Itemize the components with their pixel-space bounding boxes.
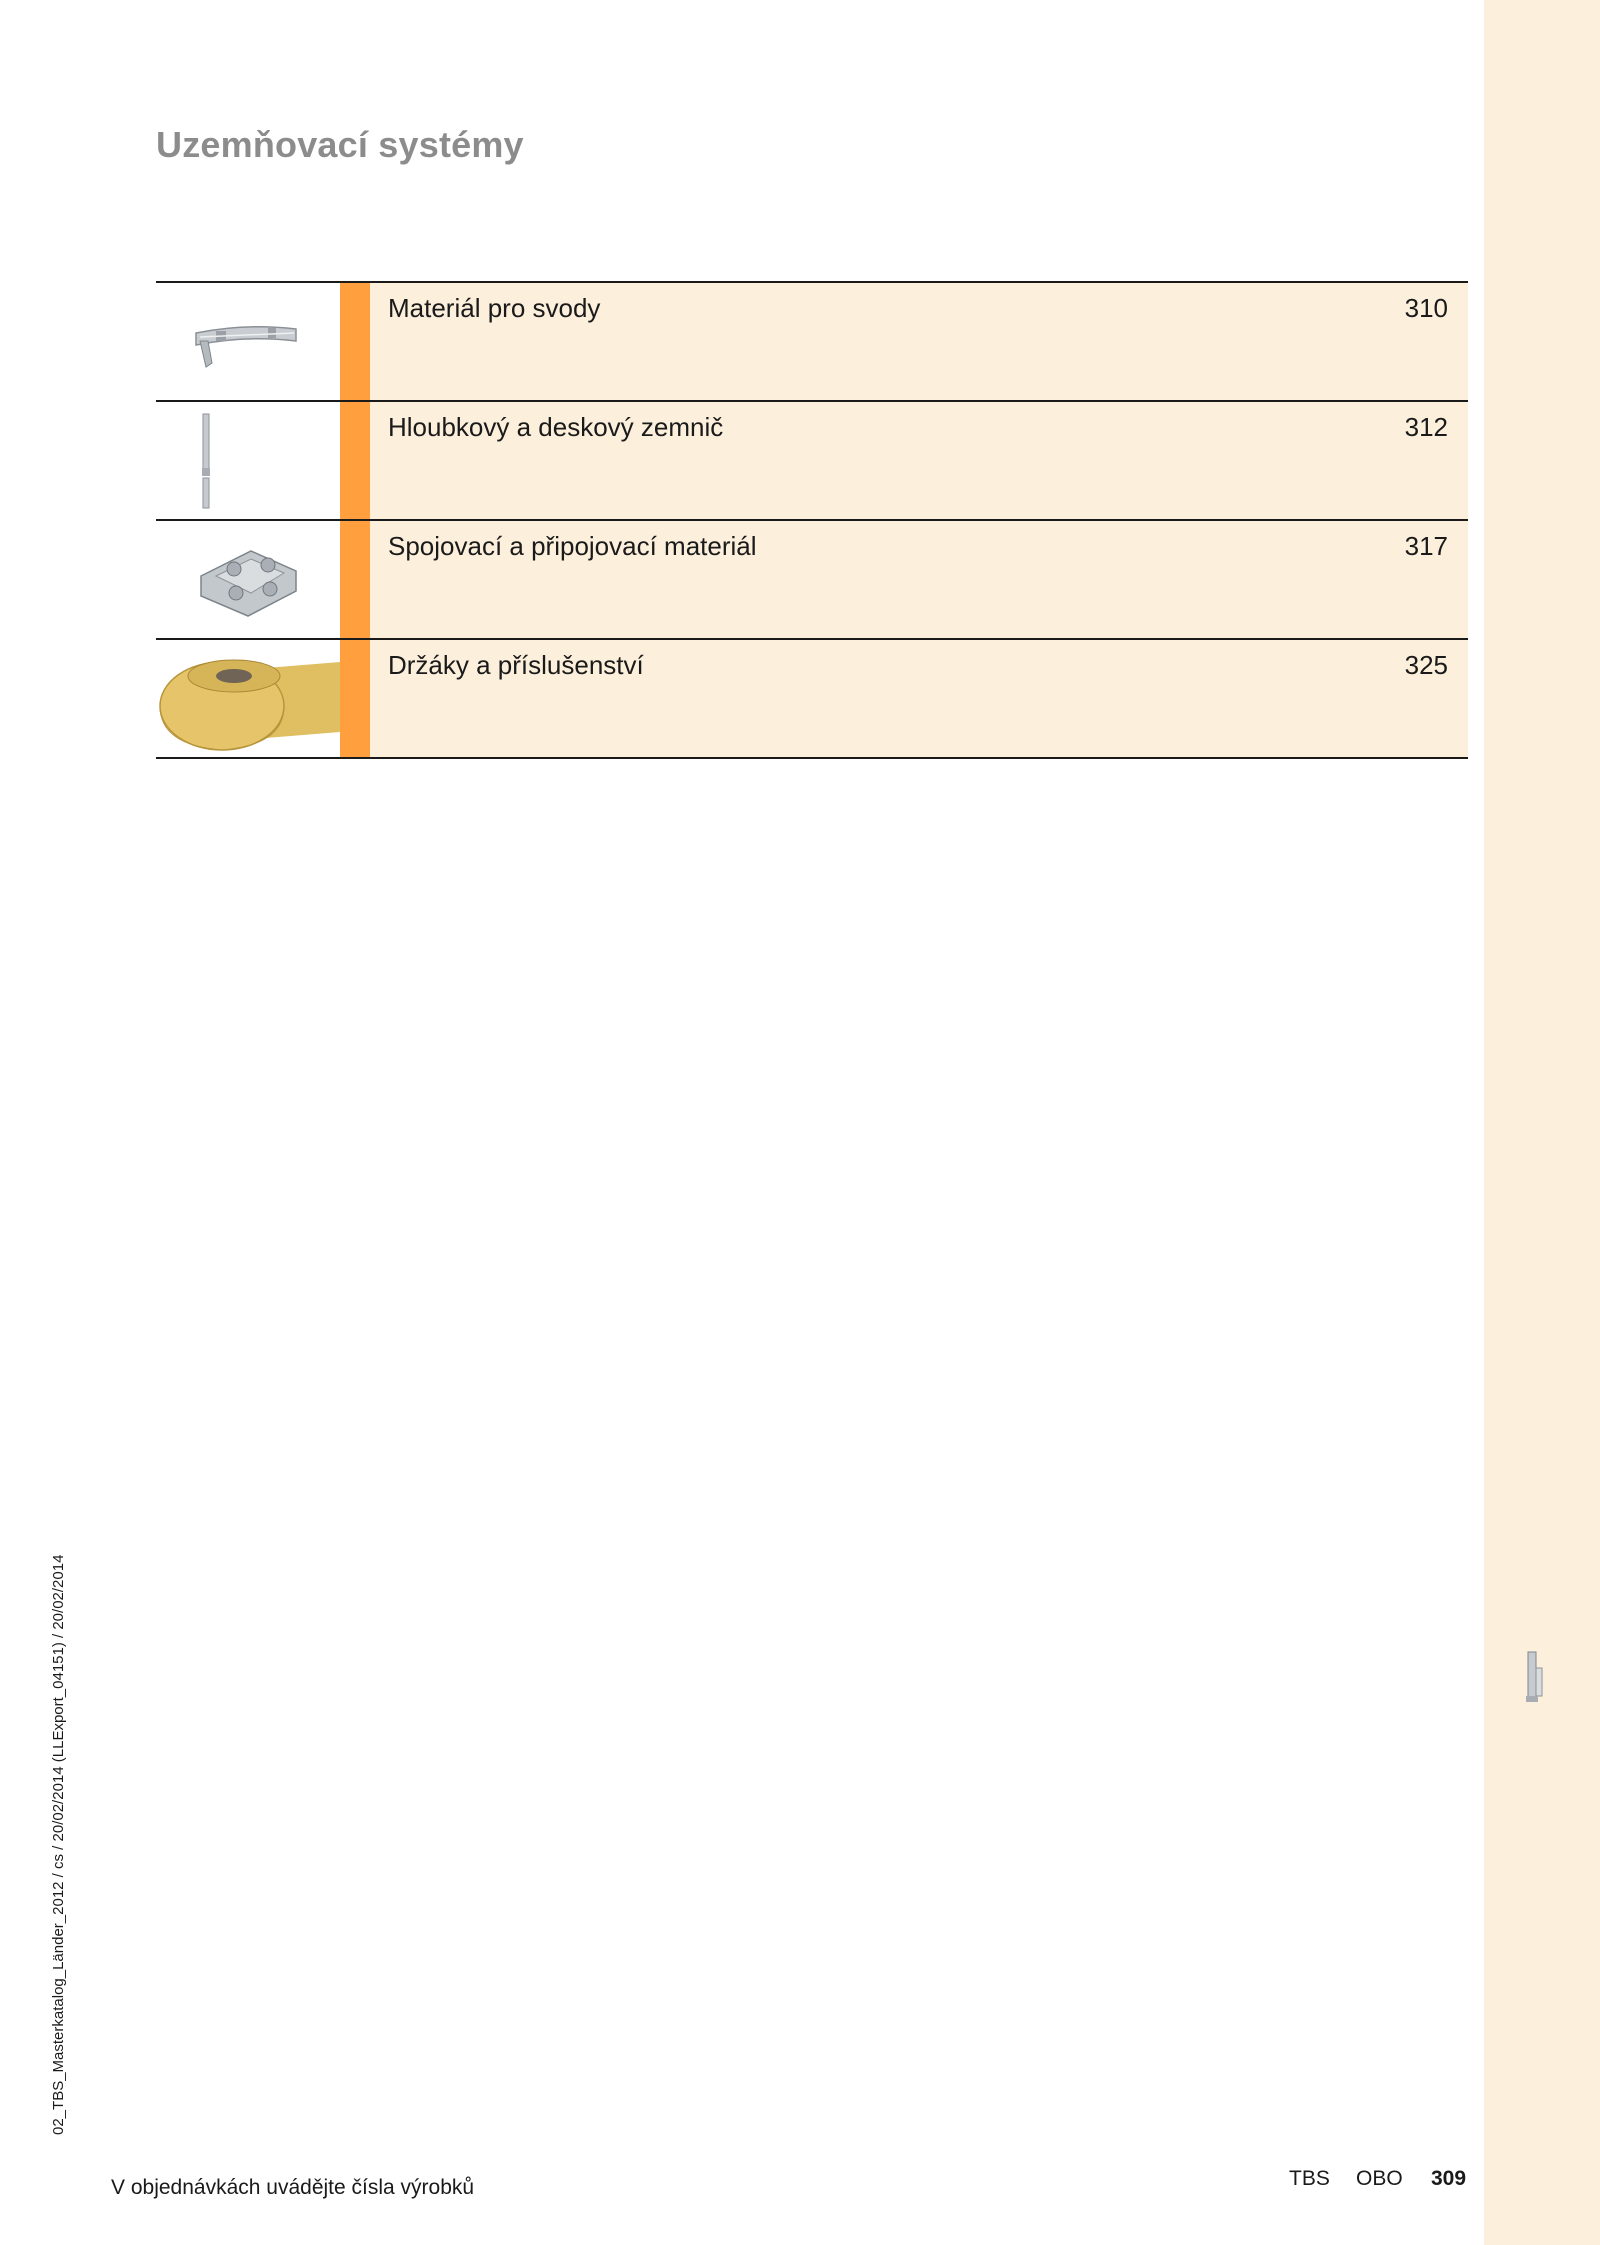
toc-row[interactable] bbox=[156, 402, 1468, 521]
row-accent-bar bbox=[340, 402, 370, 519]
row-page-number[interactable]: 317 bbox=[1404, 531, 1448, 561]
row-page-number[interactable]: 312 bbox=[1404, 412, 1448, 442]
footer-brand-obo: OBO bbox=[1356, 2167, 1403, 2190]
toc-row[interactable] bbox=[156, 640, 1468, 759]
footer-brand-tbs: TBS bbox=[1289, 2167, 1330, 2190]
metal-strap-icon bbox=[156, 283, 340, 400]
row-body bbox=[370, 402, 1468, 519]
side-band bbox=[1484, 0, 1600, 2245]
row-label[interactable]: Materiál pro svody bbox=[388, 293, 601, 323]
toc-row[interactable] bbox=[156, 283, 1468, 402]
row-thumbnail bbox=[156, 640, 340, 757]
earth-rod-icon bbox=[156, 402, 340, 519]
row-thumbnail bbox=[156, 402, 340, 519]
row-label[interactable]: Hloubkový a deskový zemnič bbox=[388, 412, 724, 442]
row-page-number[interactable]: 325 bbox=[1404, 650, 1448, 680]
row-thumbnail bbox=[156, 283, 340, 400]
page-title: Uzemňovací systémy bbox=[156, 124, 524, 165]
row-page-number[interactable]: 310 bbox=[1404, 293, 1448, 323]
row-body bbox=[370, 521, 1468, 638]
tape-roll-icon bbox=[156, 640, 340, 757]
toc-row[interactable] bbox=[156, 521, 1468, 640]
row-thumbnail bbox=[156, 521, 340, 638]
row-accent-bar bbox=[340, 521, 370, 638]
footer-note: V objednávkách uvádějte čísla výrobků bbox=[111, 2176, 475, 2199]
toc-table bbox=[156, 281, 1468, 759]
earth-rod-thumb-icon bbox=[1522, 1650, 1546, 1711]
row-accent-bar bbox=[340, 640, 370, 757]
row-label[interactable]: Spojovací a připojovací materiál bbox=[388, 531, 757, 561]
row-label[interactable]: Držáky a příslušenství bbox=[388, 650, 644, 680]
row-accent-bar bbox=[340, 283, 370, 400]
row-body bbox=[370, 283, 1468, 400]
footer-page-number: 309 bbox=[1431, 2167, 1467, 2190]
row-body bbox=[370, 640, 1468, 757]
clamp-connector-icon bbox=[156, 521, 340, 638]
vertical-print-note: 02_TBS_Masterkatalog_Länder_2012 / cs / 20/02/2014 (LLExport_04151) / 20/02/2014 bbox=[50, 1554, 67, 2135]
